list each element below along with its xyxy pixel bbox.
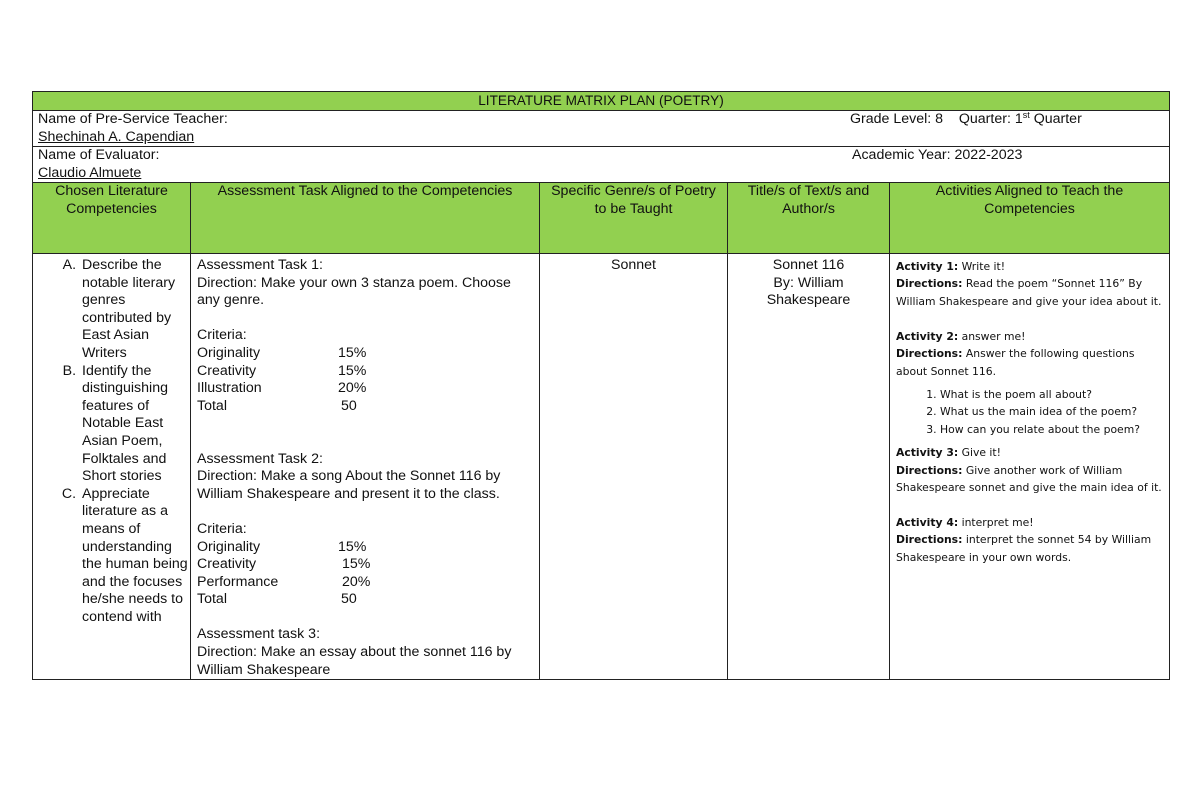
teacher-label: Name of Pre-Service Teacher: <box>38 111 228 127</box>
competency-item: A. Describe the notable literary genres contributed by East Asian Writers <box>80 257 188 363</box>
task2-direction: Direction: Make a song About the Sonnet 116 by William Shakespeare and present it to the class. <box>197 468 501 502</box>
task1-direction: Direction: Make your own 3 stanza poem. Choose any genre. <box>197 274 511 309</box>
grade-quarter <box>850 111 1082 129</box>
activity-1-directions: Directions: Read the poem “Sonnet 116” By William Shakespeare and give your idea about it. <box>896 277 1162 308</box>
quarter-prefix: Quarter: 1 <box>958 111 1023 127</box>
activity-1: Activity 1: Write it! <box>896 260 1006 273</box>
criteria-row: Creativity 15% <box>197 362 367 379</box>
competency-item: C. Appreciate literature as a means of understanding the human being and the focuses he/she needs to contend with <box>80 486 188 627</box>
activity-4-directions: Directions: interpret the sonnet 54 by William Shakespeare in your own words. <box>896 533 1152 564</box>
literature-matrix-document <box>32 91 1169 680</box>
activity-3-directions: Directions: Give another work of William Shakespeare sonnet and give the main idea of it. <box>896 463 1162 495</box>
academic-year: Academic Year: 2022-2023 <box>852 147 1023 163</box>
criteria-row: Creativity 15% <box>197 556 371 573</box>
activity-4: Activity 4: interpret me! <box>896 516 1034 530</box>
grade-level: Grade Level: 8 <box>850 111 944 127</box>
teacher-name: Shechinah A. Capendian <box>38 128 195 145</box>
criteria-row: Illustration 20% <box>197 380 367 397</box>
text-author: By: William Shakespeare <box>766 274 851 309</box>
task2-title: Assessment Task 2: <box>197 450 323 467</box>
text-title: Sonnet 116 <box>772 257 845 273</box>
header-competencies: Chosen Literature Competencies <box>33 183 191 254</box>
evaluator-row <box>33 147 1170 183</box>
task2-criteria-label: Criteria: <box>197 520 247 537</box>
matrix-table <box>32 91 1170 680</box>
quarter-suffix: Quarter <box>1029 111 1082 127</box>
assessment-cell <box>191 254 540 680</box>
question-list <box>896 386 1165 438</box>
document-title: LITERATURE MATRIX PLAN (POETRY) <box>33 92 1170 111</box>
activities-cell <box>890 254 1170 680</box>
competencies-cell <box>33 254 191 680</box>
evaluator-label: Name of Evaluator: <box>38 147 160 163</box>
header-assessment: Assessment Task Aligned to the Competencies <box>191 183 540 254</box>
task1-criteria-label: Criteria: <box>197 327 247 344</box>
question-item: 1. What is the poem all about? <box>940 386 1165 403</box>
question-item: 3. How can you relate about the poem? <box>940 421 1165 438</box>
activity-2-directions: Directions: Answer the following questions about Sonnet 116. <box>896 347 1135 378</box>
criteria-row: Originality 15% <box>197 538 367 555</box>
genre-cell: Sonnet <box>540 254 728 680</box>
activity-2: Activity 2: answer me! <box>896 329 1026 343</box>
titles-cell <box>728 254 890 680</box>
criteria-row: Total 50 <box>197 397 357 414</box>
competency-item: B. Identify the distinguishing features of Notable East Asian Poem, Folktales and Short stories <box>80 363 188 486</box>
header-activities: Activities Aligned to Teach the Competencies <box>890 183 1170 254</box>
quarter-sup: st <box>1022 110 1030 120</box>
activity-3: Activity 3: Give it! <box>896 446 1001 460</box>
task1-title: Assessment Task 1: <box>197 257 323 273</box>
criteria-row: Originality 15% <box>197 344 367 361</box>
task3-title: Assessment task 3: <box>197 626 321 643</box>
header-genre: Specific Genre/s of Poetry to be Taught <box>540 183 728 254</box>
header-titles: Title/s of Text/s and Author/s <box>728 183 890 254</box>
task3-direction: Direction: Make an essay about the sonnet 116 by William Shakespeare <box>197 644 512 678</box>
evaluator-name: Claudio Almuete <box>38 164 142 181</box>
criteria-row: Total 50 <box>197 591 357 608</box>
criteria-row: Performance 20% <box>197 573 371 590</box>
teacher-row <box>33 111 1170 147</box>
question-item: 2. What us the main idea of the poem? <box>940 403 1165 420</box>
